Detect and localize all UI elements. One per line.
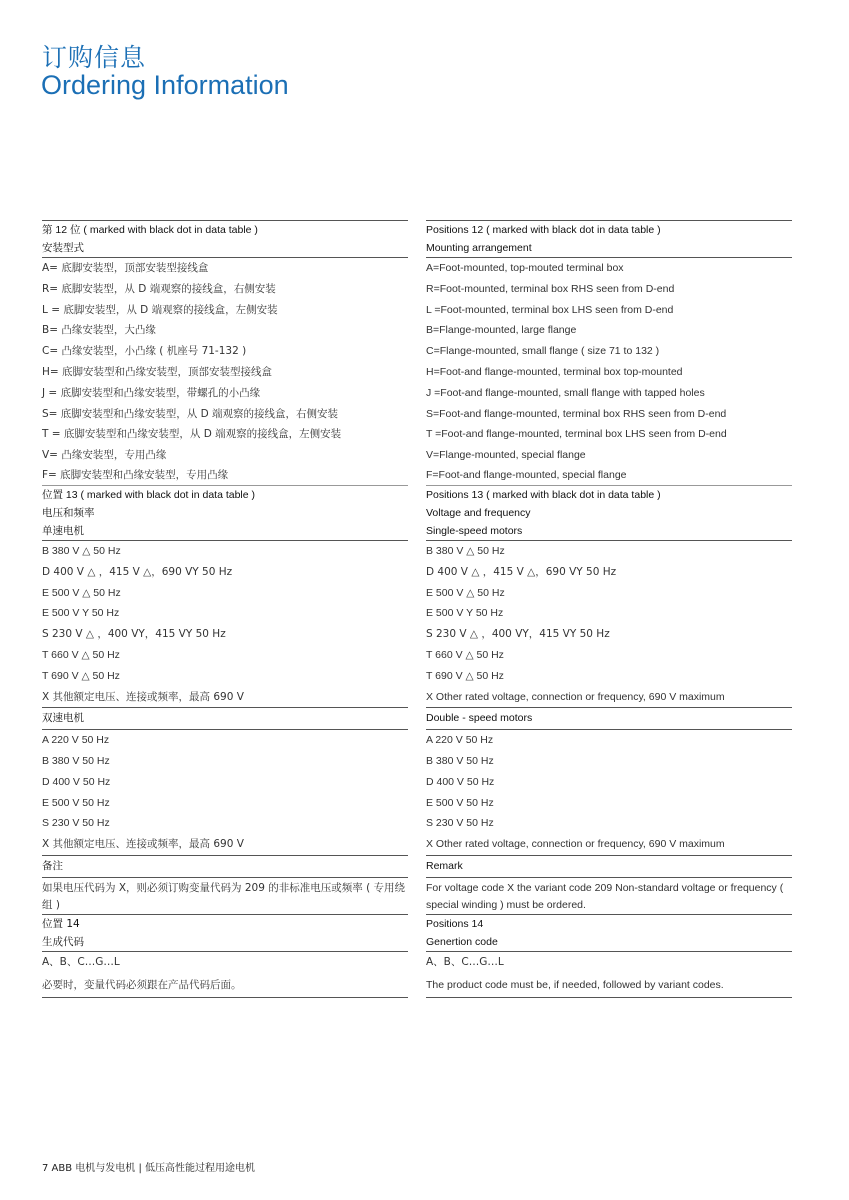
right-column: [426, 220, 792, 998]
list-item: S 230 V 50 Hz: [426, 817, 494, 830]
double-speed-list: [42, 730, 408, 856]
pos14-code: A、B、C…G…L: [426, 955, 504, 968]
list-item: C=Flange-mounted, small flange ( size 71 to 132 ): [426, 345, 660, 358]
list-item: F=Foot-and flange-mounted, special flange: [426, 466, 792, 486]
pos14-note: 必要时，变量代码必须跟在产品代码后面。: [42, 973, 408, 998]
list-item: T 660 V △ 50 Hz: [426, 648, 504, 661]
single-speed-list: [42, 541, 408, 708]
list-item: T =Foot-and flange-mounted, terminal box LHS seen from D-end: [426, 428, 727, 441]
list-item: B 380 V 50 Hz: [42, 754, 110, 767]
pos12-list: [426, 258, 792, 486]
list-item: E 500 V Y 50 Hz: [426, 607, 504, 620]
list-item: H= 底脚安装型和凸缘安装型，顶部安装型接线盒: [42, 365, 273, 378]
left-column: [42, 220, 408, 998]
list-item: J =Foot-and flange-mounted, small flange with tapped holes: [426, 386, 705, 399]
list-item: F= 底脚安装型和凸缘安装型，专用凸缘: [42, 466, 408, 486]
list-item: B 380 V △ 50 Hz: [42, 544, 121, 557]
list-item: V= 凸缘安装型，专用凸缘: [42, 449, 167, 462]
double-speed-header: 双速电机: [42, 708, 408, 730]
list-item: E 500 V △ 50 Hz: [42, 586, 121, 599]
list-item: X Other rated voltage, connection or frequency, 690 V maximum: [426, 687, 792, 709]
remark-text: 如果电压代码为 X，则必须订购变量代码为 209 的非标准电压或频率 ( 专用绕组 ): [42, 881, 406, 911]
list-item: T 690 V △ 50 Hz: [426, 669, 504, 682]
remark-header: 备注: [42, 856, 408, 878]
pos14-note: The product code must be, if needed, followed by variant codes.: [426, 973, 792, 998]
list-item: S 230 V △ ，400 VY，415 VY 50 Hz: [426, 628, 610, 641]
list-item: E 500 V 50 Hz: [426, 796, 494, 809]
list-item: D 400 V △ ，415 V △，690 VY 50 Hz: [426, 565, 617, 578]
pos13-subheader-single: 单速电机: [42, 522, 408, 541]
list-item: E 500 V Y 50 Hz: [42, 607, 120, 620]
list-item: B=Flange-mounted, large flange: [426, 324, 577, 337]
list-item: A 220 V 50 Hz: [426, 734, 494, 747]
list-item: R= 底脚安装型，从 D 端观察的接线盒，右侧安装: [42, 282, 276, 295]
list-item: L = 底脚安装型，从 D 端观察的接线盒，左侧安装: [42, 303, 278, 316]
pos13-header: 位置 13 ( marked with black dot in data table ): [42, 488, 256, 501]
list-item: A=Foot-mounted, top-mouted terminal box: [426, 262, 624, 274]
list-item: E 500 V 50 Hz: [42, 796, 110, 809]
list-item: B= 凸缘安装型，大凸缘: [42, 324, 156, 337]
list-item: D 400 V 50 Hz: [426, 775, 495, 788]
list-item: R=Foot-mounted, terminal box RHS seen from D-end: [426, 282, 675, 295]
pos14-header: Positions 14: [426, 914, 792, 933]
list-item: X 其他额定电压、连接或频率，最高 690 V: [42, 834, 408, 856]
list-item: H=Foot-and flange-mounted, terminal box top-mounted: [426, 365, 683, 378]
list-item: A 220 V 50 Hz: [42, 734, 110, 747]
double-speed-list: [426, 730, 792, 856]
pos14-subheader: 生成代码: [42, 933, 408, 952]
list-item: E 500 V △ 50 Hz: [426, 586, 505, 599]
pos13-subheader-voltage: 电压和频率: [42, 506, 95, 519]
list-item: T = 底脚安装型和凸缘安装型，从 D 端观察的接线盒，左侧安装: [42, 428, 342, 441]
list-item: V=Flange-mounted, special flange: [426, 449, 586, 462]
list-item: B 380 V 50 Hz: [426, 754, 494, 767]
pos12-subheader: 安装型式: [42, 239, 408, 258]
list-item: C= 凸缘安装型，小凸缘 ( 机座号 71-132 ): [42, 345, 247, 358]
pos12-header: Positions 12 ( marked with black dot in data table ): [426, 220, 792, 239]
list-item: T 660 V △ 50 Hz: [42, 648, 120, 661]
list-item: X 其他额定电压、连接或频率，最高 690 V: [42, 687, 408, 709]
page-title-en: Ordering Information: [41, 70, 289, 100]
page-title-cn: 订购信息: [42, 43, 147, 72]
pos14-subheader: Genertion code: [426, 933, 792, 952]
list-item: A= 底脚安装型，顶部安装型接线盒: [42, 262, 209, 274]
list-item: D 400 V 50 Hz: [42, 775, 111, 788]
remark-header: Remark: [426, 856, 792, 878]
list-item: T 690 V △ 50 Hz: [42, 669, 120, 682]
pos12-list: [42, 258, 408, 486]
list-item: D 400 V △ ，415 V △，690 VY 50 Hz: [42, 565, 233, 578]
list-item: B 380 V △ 50 Hz: [426, 544, 505, 557]
remark-text: For voltage code X the variant code 209 Non-standard voltage or frequency ( special winding ) must be ordered.: [426, 881, 784, 911]
list-item: S 230 V △ ，400 VY，415 VY 50 Hz: [42, 628, 226, 641]
list-item: X Other rated voltage, connection or frequency, 690 V maximum: [426, 834, 792, 856]
list-item: S= 底脚安装型和凸缘安装型，从 D 端观察的接线盒，右侧安装: [42, 407, 339, 420]
pos12-subheader: Mounting arrangement: [426, 239, 792, 258]
pos13-subheader-voltage: Voltage and frequency: [426, 506, 531, 519]
pos13-header: Positions 13 ( marked with black dot in data table ): [426, 488, 661, 501]
pos13-subheader-single: Single-speed motors: [426, 522, 792, 541]
pos14-header: 位置 14: [42, 914, 408, 933]
page-footer: 7 ABB 电机与发电机 | 低压高性能过程用途电机: [42, 1163, 256, 1174]
list-item: S=Foot-and flange-mounted, terminal box RHS seen from D-end: [426, 407, 727, 420]
list-item: S 230 V 50 Hz: [42, 817, 110, 830]
single-speed-list: [426, 541, 792, 708]
double-speed-header: Double - speed motors: [426, 708, 792, 730]
list-item: J = 底脚安装型和凸缘安装型，带螺孔的小凸缘: [42, 386, 261, 399]
pos14-code: A、B、C…G…L: [42, 955, 120, 968]
list-item: L =Foot-mounted, terminal box LHS seen from D-end: [426, 303, 674, 316]
pos12-header: 第 12 位 ( marked with black dot in data table ): [42, 220, 408, 239]
